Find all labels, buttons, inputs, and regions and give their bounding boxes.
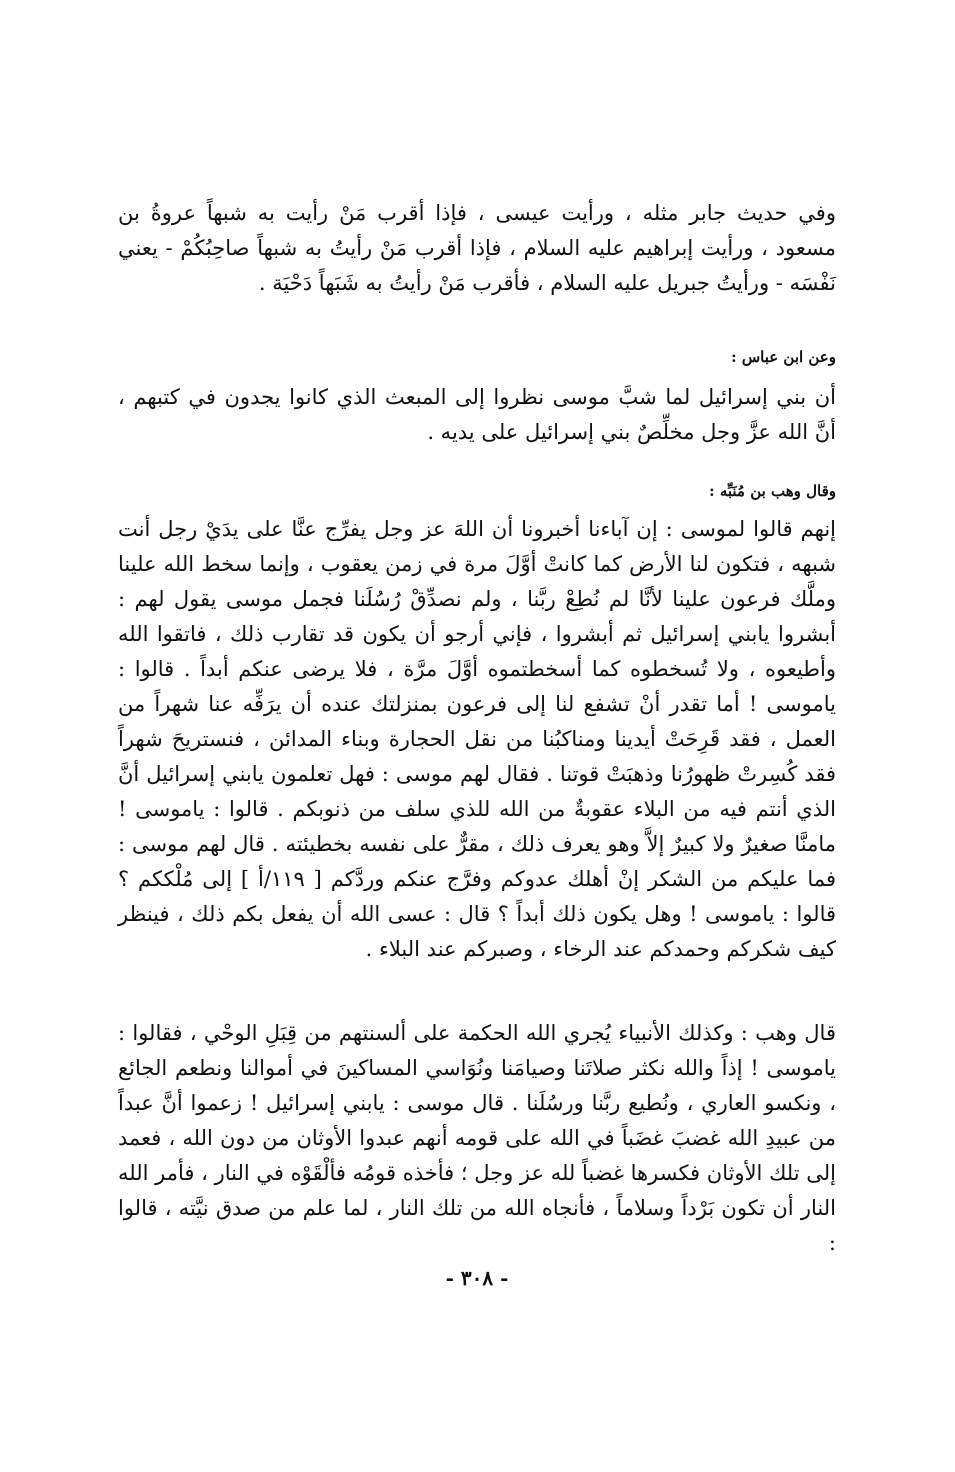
- paragraph-wahb-continued: قال وهب : وكذلك الأنبياء يُجري الله الحكمة على ألسنتهم من قِبَلِ الوحْي ، فقالوا : ياموسى ! إذاً والله نكثر صلاتَنا وصيامَنا ونُوَاسي المساكينَ في أموالنا ونطعم الجائع ، ونكسو العاري ، ونُطيع ربَّنا ورسُلَنا . قال موسى : يابني إسرائيل ! زعموا أنَّ عبداً من عبيدِ الله غضبَ غضَباً في الله على قومه أنهم عبدوا الأوثان من دون الله ، فعمد إلى تلك الأوثان فكسرها غضباً لله عز وجل ؛ فأخذه قومُه فألْقَوْه في النار ، فأمر الله النار أن تكون بَرْداً وسلاماً ، فأنجاه الله من تلك النار ، لما علم من صدق نيَّته ، قالوا :: [118, 1021, 836, 1255]
- heading-wahb: وقال وهب بن مُنَبِّه :: [709, 482, 836, 500]
- paragraph-jabir-hadith: وفي حديث جابر مثله ، ورأيت عيسى ، فإذا أقرب مَنْ رأيت به شبهاً عروةُ بن مسعود ، ورأيت إبراهيم عليه السلام ، فإذا أقرب مَنْ رأيتُ به شبهاً صاحِبُكُمْ - يعني نَفْسَه - ورأيتُ جبريل عليه السلام ، فأقرب مَنْ رأيتُ به شَبَهاً دَحْيَة .: [118, 201, 836, 295]
- document-page: [118, 196, 836, 1446]
- page-number: - ٣٠٨ -: [445, 1266, 509, 1290]
- heading-ibn-abbas: وعن ابن عباس :: [731, 348, 836, 366]
- paragraph-ibn-abbas: أن بني إسرائيل لما شبَّ موسى نظروا إلى المبعث الذي كانوا يجدون في كتبهم ، أنَّ الله عزَّ وجل مخلِّصٌ بني إسرائيل على يديه .: [118, 385, 836, 444]
- paragraph-wahb-narration: إنهم قالوا لموسى : إن آباءنا أخبرونا أن اللهَ عز وجل يفرِّج عنَّا على يدَيْ رجل أنت شبهه ، فتكون لنا الأرض كما كانتْ أوَّلَ مرة في زمن يعقوب ، وإنما سخط الله علينا وملَّك فرعون علينا لأنَّا لم نُطِعْ ربَّنا ، ولم نصدِّقْ رُسُلَنا فجمل موسى يقول لهم : أبشروا يابني إسرائيل ثم أبشروا ، فإني أرجو أن يكون قد تقارب ذلك ، فاتقوا الله وأطيعوه ، ولا تُسخطوه كما أسخطتموه أوَّلَ مرَّة ، فلا يرضى عنكم أبداً . قالوا : ياموسى ! أما تقدر أنْ تشفع لنا إلى فرعون بمنزلتك عنده أن يرَفِّه عنا شهراً من العمل ، فقد قَرِحَتْ أيدينا ومناكبُنا من نقل الحجارة وبناء المدائن ، فنستريحَ شهراً فقد كُسِرتْ ظهورُنا وذهبَتْ قوتنا . فقال لهم موسى : فهل تعلمون يابني إسرائيل أنَّ الذي أنتم فيه من البلاء عقوبةٌ من الله للذي سلف من ذنوبكم . قالوا : ياموسى ! مامنَّا صغيرٌ ولا كبيرٌ إلاَّ وهو يعرف ذلك ، مقرٌّ على نفسه بخطيئته . قال لهم موسى : فما عليكم من الشكر إنْ أهلك عدوكم وفرَّج عنكم وردَّكم [ ١١٩/أ ] إلى مُلْككم ؟ قالوا : ياموسى ! وهل يكون ذلك أبداً ؟ قال : عسى الله أن يفعل بكم ذلك ، فينظر كيف شكركم وحمدكم عند الرخاء ، وصبركم عند البلاء .: [118, 517, 836, 961]
